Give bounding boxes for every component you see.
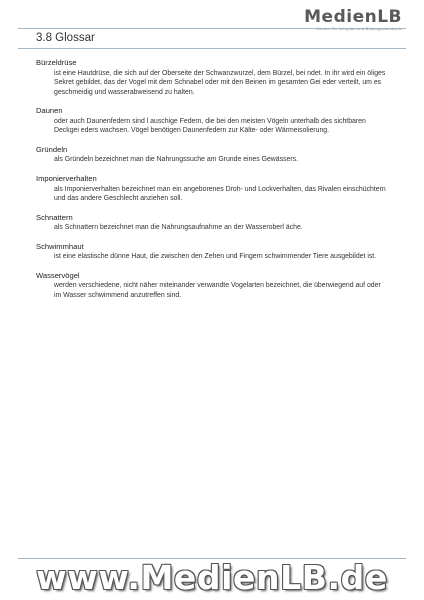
logo-tagline: Medien für Lehrplan und Bildungsstandards	[316, 26, 402, 31]
glossary-definition: als Gründeln bezeichnet man die Nahrungssuche am Grunde eines Gewässers.	[54, 156, 298, 164]
glossary-entry	[36, 58, 386, 97]
glossary-definition: werden verschiedene, nicht näher miteinander verwandte Vogelarten bezeichnet, die überwiegend auf oder im Wasser schwimmend anzutreffen sind.	[54, 282, 381, 300]
glossary-entry	[36, 145, 386, 165]
glossary-definition: ist eine Hautdrüse, die sich auf der Oberseite der Schwanzwurzel, dem Bürzel, bei ndet. In ihr wird ein öliges Sekret gebildet, das der Vogel mit dem Schnabel oder mit den Beinen im gesamten Gei eder verteilt, um es geschmeidig und wasserabweisend zu halten.	[54, 69, 386, 96]
glossary-term: Schnattern	[36, 212, 73, 222]
glossary-definition: oder auch Daunenfedern sind l auschige Federn, die bei den meisten Vögeln unterhalb des sichtbaren Deckgei eders wachsen. Vögel benötigen Daunenfedern zur Kälte- oder Wärmeisolierung.	[54, 117, 366, 135]
glossary-entry	[36, 271, 386, 301]
glossary-term: Daunen	[36, 106, 63, 116]
glossary-definition: als Imponierverhalten bezeichnet man ein angeborenes Droh- und Lockverhalten, das Rivalen einschüchtern und das andere Geschlecht anziehen soll.	[54, 185, 386, 203]
logo-name: MedienLB	[304, 7, 402, 27]
glossary-definition: als Schnattern bezeichnet man die Nahrungsaufnahme an der Wasseroberl äche.	[54, 224, 303, 232]
glossary-term: Schwimmhaut	[36, 241, 84, 251]
glossary-term: Imponierverhalten	[36, 174, 97, 184]
glossary-definition: ist eine elastische dünne Haut, die zwischen den Zehen und Fingern schwimmender Tiere ausgebildet ist.	[54, 253, 377, 261]
title-divider	[18, 48, 406, 49]
glossary-entry	[36, 242, 386, 262]
glossary-term: Bürzeldrüse	[36, 58, 77, 67]
header-divider	[18, 28, 406, 29]
glossary-entry	[36, 213, 386, 233]
glossary-term: Gründeln	[36, 144, 68, 154]
glossary-entry	[36, 174, 386, 204]
glossary-list	[36, 58, 386, 310]
page-title: 3.8 Glossar	[36, 32, 95, 44]
glossary-term: Wasservögel	[36, 270, 80, 280]
watermark-url: www.MedienLB.de	[36, 558, 388, 597]
glossary-entry	[36, 106, 386, 136]
